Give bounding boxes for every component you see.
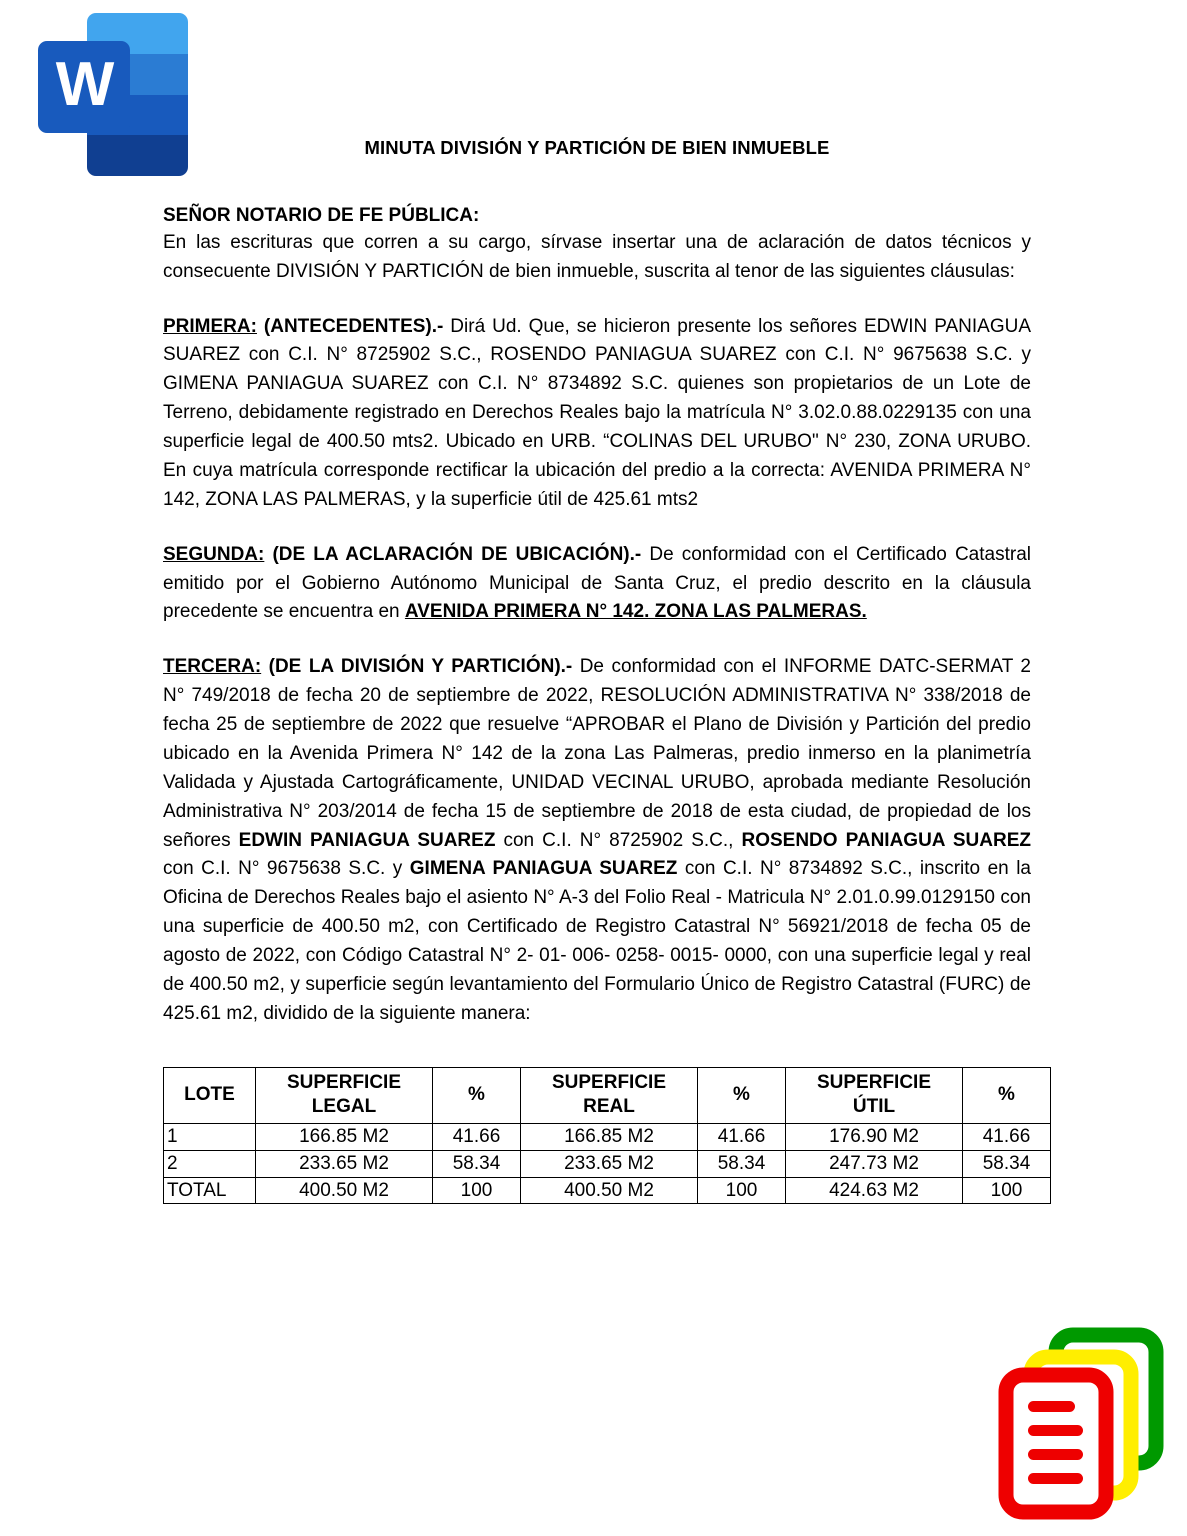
clause-primera-label: PRIMERA: bbox=[163, 315, 257, 337]
intro-text: En las escrituras que corren a su cargo, sírvase insertar una de aclaración de datos técnicos y consecuente DIVISIÓN Y PARTICIÓN de bien inmueble, suscrita al tenor de las siguientes cláusulas: bbox=[163, 231, 1031, 282]
cell-pct-legal: 58.34 bbox=[433, 1150, 521, 1177]
cell-pct-real: 100 bbox=[698, 1177, 786, 1204]
lote-surface-table bbox=[163, 1067, 1051, 1205]
cell-superficie-util: 176.90 M2 bbox=[786, 1124, 963, 1151]
table-header-pct-util bbox=[963, 1067, 1051, 1123]
table-row bbox=[164, 1124, 1051, 1151]
word-logo-tile bbox=[38, 41, 130, 133]
cell-pct-real: 41.66 bbox=[698, 1124, 786, 1151]
clause-tercera bbox=[163, 653, 1031, 1028]
clause-segunda-label: SEGUNDA: bbox=[163, 543, 265, 565]
header-line-1: % bbox=[468, 1084, 485, 1106]
cell-pct-legal: 100 bbox=[433, 1177, 521, 1204]
cell-pct-legal: 41.66 bbox=[433, 1124, 521, 1151]
table-row bbox=[164, 1150, 1051, 1177]
cell-superficie-real: 233.65 M2 bbox=[521, 1150, 698, 1177]
cell-superficie-legal: 166.85 M2 bbox=[256, 1124, 433, 1151]
cell-superficie-util: 247.73 M2 bbox=[786, 1150, 963, 1177]
clause-tercera-label: TERCERA: bbox=[163, 656, 262, 678]
clause-tercera-owner-3: GIMENA PANIAGUA SUAREZ bbox=[409, 858, 678, 880]
clause-primera-body: Dirá Ud. Que, se hicieron presente los señores EDWIN PANIAGUA SUAREZ con C.I. N° 8725902 S.C., ROSENDO PANIAGUA SUAREZ con C.I. N° 9675638 S.C. y GIMENA PANIAGUA SUAREZ con C.I. N° 8734892 S.C. quienes son propietarios de un Lote de Terreno, debidamente registrado en Derechos Reales bajo la matrícula N° 3.02.0.88.0229135 con una superficie legal de 400.50 mts2. Ubicado en URB. “COLINAS DEL URUBO" N° 230, ZONA URUBO. En cuya matrícula corresponde rectificar la ubicación del predio a la correcta: AVENIDA PRIMERA N° 142, ZONA LAS PALMERAS, y la superficie útil de 425.61 mts2 bbox=[163, 315, 1031, 510]
clause-segunda-emphasis: AVENIDA PRIMERA N° 142. ZONA LAS PALMERAS. bbox=[404, 601, 867, 623]
word-logo-letter: W bbox=[55, 50, 113, 119]
clause-tercera-body-4: con C.I. N° 8734892 S.C., inscrito en la Oficina de Derechos Reales bajo el asiento N° A-3 del Folio Real - Matricula N° 2.01.0.99.0129150 con una superficie de 400.50 m2, con Certificado de Registro Catastral N° 56921/2018 de fecha 05 de agosto de 2022, con Código Catastral N° 2- 01- 006- 0258- 0015- 0000, con una superficie legal y real de 400.50 m2, y superficie según levantamiento del Formulario Único de Registro Catastral (FURC) de 425.61 m2, dividido de la siguiente manera: bbox=[163, 858, 1031, 1024]
salutation-heading: SEÑOR NOTARIO DE FE PÚBLICA: bbox=[163, 205, 480, 227]
clause-tercera-subject: (DE LA DIVISIÓN Y PARTICIÓN).- bbox=[261, 656, 573, 678]
header-line-1: SUPERFICIE bbox=[816, 1071, 932, 1093]
cell-pct-util: 58.34 bbox=[963, 1150, 1051, 1177]
table-header-superficie-real bbox=[521, 1067, 698, 1123]
table-header-pct-real bbox=[698, 1067, 786, 1123]
clause-primera-subject: (ANTECEDENTES).- bbox=[256, 315, 444, 337]
header-line-1: SUPERFICIE bbox=[551, 1071, 667, 1093]
clause-tercera-body-3: con C.I. N° 9675638 S.C. y bbox=[163, 858, 410, 880]
header-line-2: ÚTIL bbox=[852, 1096, 896, 1118]
header-line-1: % bbox=[998, 1084, 1015, 1106]
header-line-2: LEGAL bbox=[311, 1096, 377, 1118]
document-body bbox=[163, 0, 1031, 1204]
clause-segunda-subject: (DE LA ACLARACIÓN DE UBICACIÓN).- bbox=[264, 543, 642, 565]
clause-tercera-body-1: De conformidad con el INFORME DATC-SERMAT 2 N° 749/2018 de fecha 20 de septiembre de 2022, RESOLUCIÓN ADMINISTRATIVA N° 338/2018 de fecha 25 de septiembre de 2022 que resuelve “APROBAR el Plano de División y Partición del predio ubicado en la Avenida Primera N° 142 de la zona Las Palmeras, predio inmerso en la planimetría Validada y Ajustada Cartográficamente, UNIDAD VECINAL URUBO, aprobada mediante Resolución Administrativa N° 203/2014 de fecha 15 de septiembre de 2018 de esta ciudad, de propiedad de los señores bbox=[163, 656, 1031, 851]
table-header-pct-legal bbox=[433, 1067, 521, 1123]
table-header-row bbox=[164, 1067, 1051, 1123]
table-row-total bbox=[164, 1177, 1051, 1204]
cell-lote-total: TOTAL bbox=[164, 1177, 256, 1204]
clause-tercera-body-2: con C.I. N° 8725902 S.C., bbox=[495, 829, 742, 851]
table-header-superficie-legal bbox=[256, 1067, 433, 1123]
page-title: MINUTA DIVISIÓN Y PARTICIÓN DE BIEN INMUEBLE bbox=[364, 137, 830, 158]
clause-segunda-body: De conformidad con el Certificado Catastral emitido por el Gobierno Autónomo Municipal de Santa Cruz, el predio descrito en la cláusula precedente se encuentra en bbox=[163, 543, 1031, 623]
table-header-superficie-util bbox=[786, 1067, 963, 1123]
header-line-1: SUPERFICIE bbox=[286, 1071, 402, 1093]
clause-tercera-owner-1: EDWIN PANIAGUA SUAREZ bbox=[238, 829, 496, 851]
cell-superficie-real: 400.50 M2 bbox=[521, 1177, 698, 1204]
cell-superficie-util: 424.63 M2 bbox=[786, 1177, 963, 1204]
document-sheet-front bbox=[1006, 1375, 1106, 1512]
header-line-1: % bbox=[733, 1084, 750, 1106]
intro-paragraph bbox=[163, 229, 1031, 287]
cell-superficie-legal: 233.65 M2 bbox=[256, 1150, 433, 1177]
clause-tercera-owner-2: ROSENDO PANIAGUA SUAREZ bbox=[741, 829, 1031, 851]
cell-pct-real: 58.34 bbox=[698, 1150, 786, 1177]
clause-primera bbox=[163, 313, 1031, 515]
header-line-1: LOTE bbox=[184, 1084, 235, 1106]
cell-superficie-legal: 400.50 M2 bbox=[256, 1177, 433, 1204]
clause-segunda bbox=[163, 541, 1031, 628]
stacked-documents-icon bbox=[993, 1323, 1173, 1528]
header-line-2: REAL bbox=[583, 1096, 635, 1118]
cell-pct-util: 100 bbox=[963, 1177, 1051, 1204]
cell-lote: 1 bbox=[164, 1124, 256, 1151]
cell-pct-util: 41.66 bbox=[963, 1124, 1051, 1151]
cell-lote: 2 bbox=[164, 1150, 256, 1177]
cell-superficie-real: 166.85 M2 bbox=[521, 1124, 698, 1151]
table-header-lote bbox=[164, 1067, 256, 1123]
